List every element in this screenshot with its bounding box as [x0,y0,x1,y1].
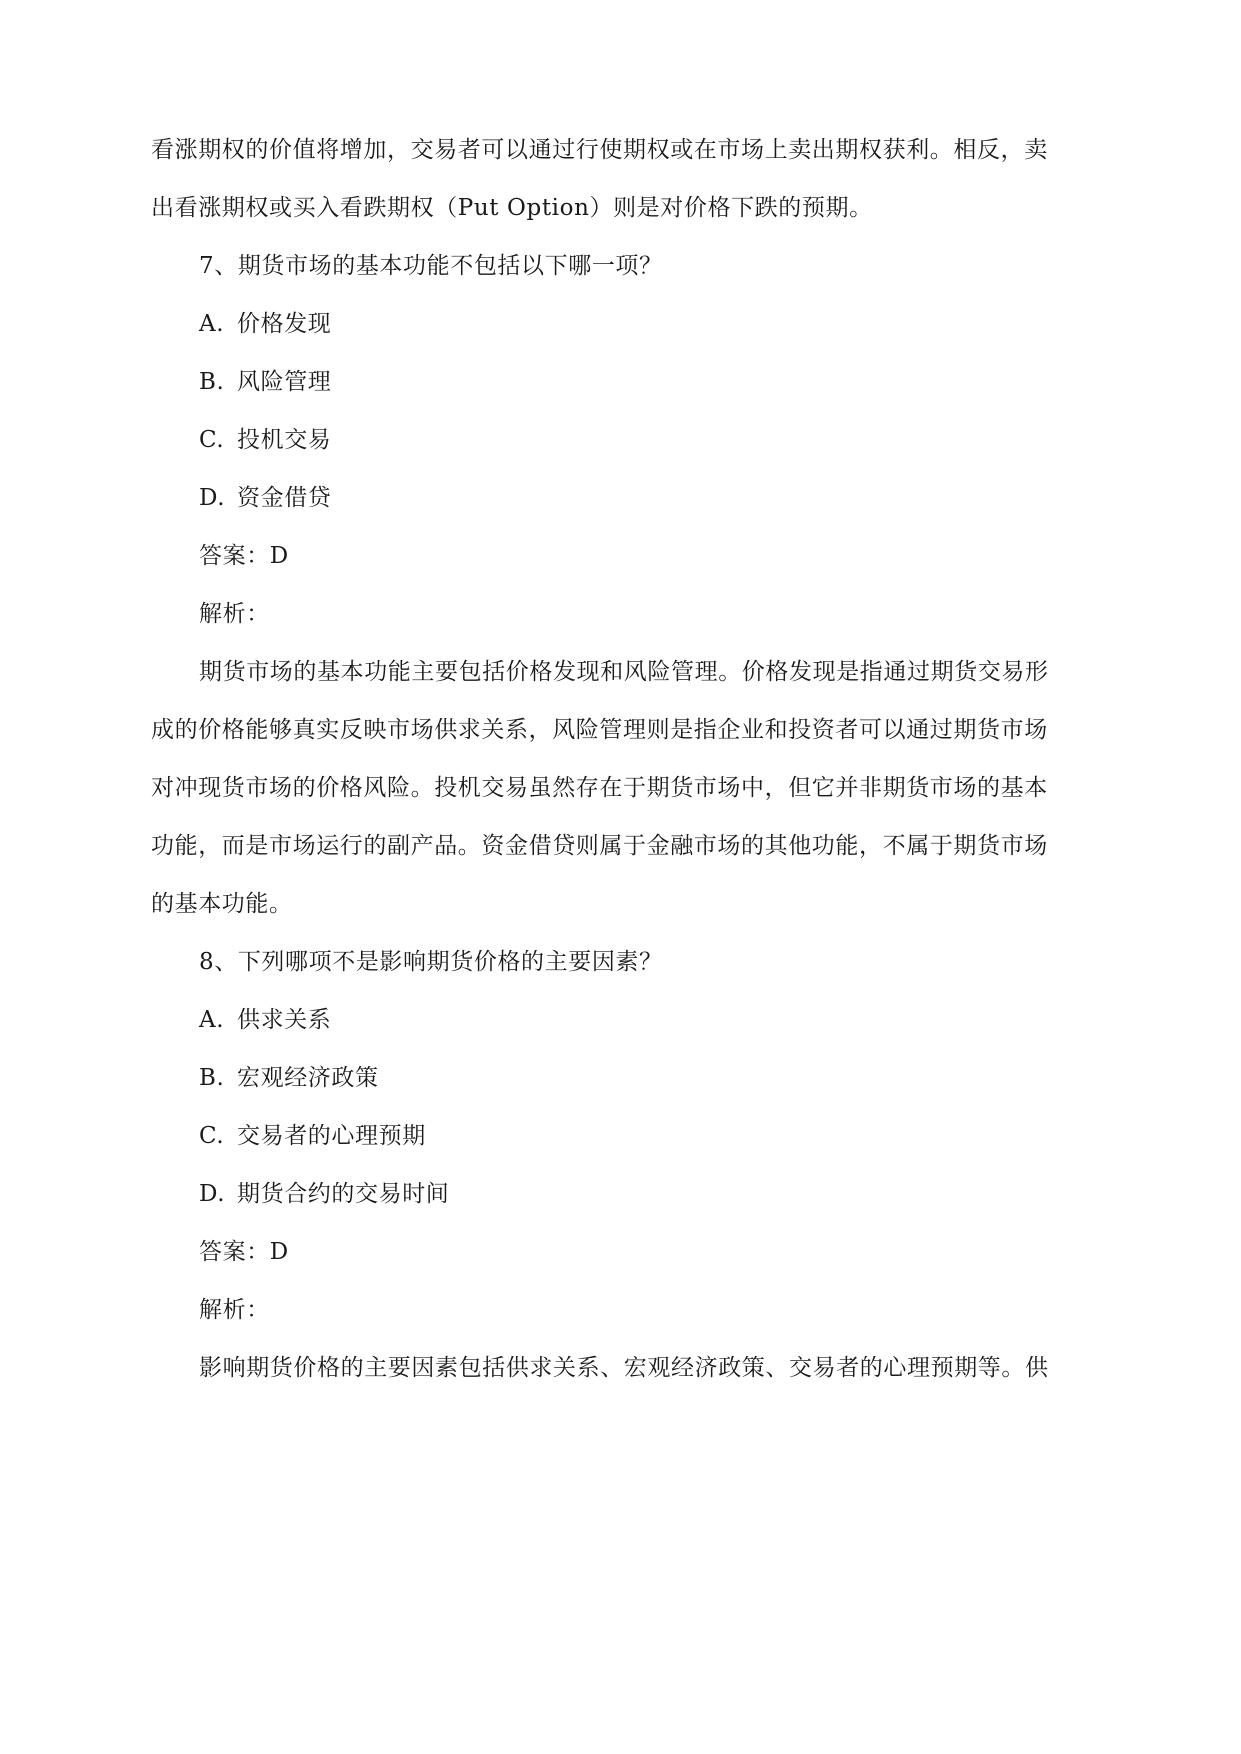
q7-option-c [199,425,1139,455]
q7-analysis-line-1: 期货市场的基本功能主要包括价格发现和风险管理。价格发现是指通过期货交易形 [199,659,1049,685]
q7-option-d [199,483,1139,513]
option-label: B. [199,369,225,395]
option-label: D. [199,1181,226,1207]
question-7: 7、期货市场的基本功能不包括以下哪一项？ [199,253,663,279]
q7-option-b [199,367,1139,397]
option-label: D. [199,485,226,511]
option-text: 价格发现 [237,311,332,337]
q7-analysis-line-4: 功能，而是市场运行的副产品。资金借贷则属于金融市场的其他功能，不属于期货市场 [151,833,1048,859]
option-text: 宏观经济政策 [237,1065,379,1091]
intro-line-2: 出看涨期权或买入看跌期权（Put Option）则是对价格下跌的预期。 [151,195,873,221]
q7-analysis-line-5: 的基本功能。 [151,891,293,917]
q7-option-a [199,309,1139,339]
option-text: 资金借贷 [237,485,332,511]
q7-answer: 答案：D [199,543,289,569]
option-label: C. [199,1123,225,1149]
q8-analysis-label: 解析： [199,1297,270,1323]
option-label: A. [199,311,225,337]
question-8: 8、下列哪项不是影响期货价格的主要因素？ [199,949,663,975]
option-label: A. [199,1007,225,1033]
q7-analysis-line-2: 成的价格能够真实反映市场供求关系，风险管理则是指企业和投资者可以通过期货市场 [151,717,1048,743]
option-text: 供求关系 [237,1007,332,1033]
intro-line-1: 看涨期权的价值将增加，交易者可以通过行使期权或在市场上卖出期权获利。相反，卖 [151,137,1048,163]
option-text: 投机交易 [237,427,332,453]
q8-analysis-line-1: 影响期货价格的主要因素包括供求关系、宏观经济政策、交易者的心理预期等。供 [199,1355,1049,1381]
option-label: C. [199,427,225,453]
q7-analysis-line-3: 对冲现货市场的价格风险。投机交易虽然存在于期货市场中，但它并非期货市场的基本 [151,775,1048,801]
q8-option-b [199,1063,1139,1093]
option-text: 期货合约的交易时间 [237,1181,450,1207]
q8-option-c [199,1121,1139,1151]
option-label: B. [199,1065,225,1091]
q8-answer: 答案：D [199,1239,289,1265]
q8-option-a [199,1005,1139,1035]
q8-option-d [199,1179,1139,1209]
q7-analysis-label: 解析： [199,601,270,627]
option-text: 交易者的心理预期 [237,1123,426,1149]
option-text: 风险管理 [237,369,332,395]
